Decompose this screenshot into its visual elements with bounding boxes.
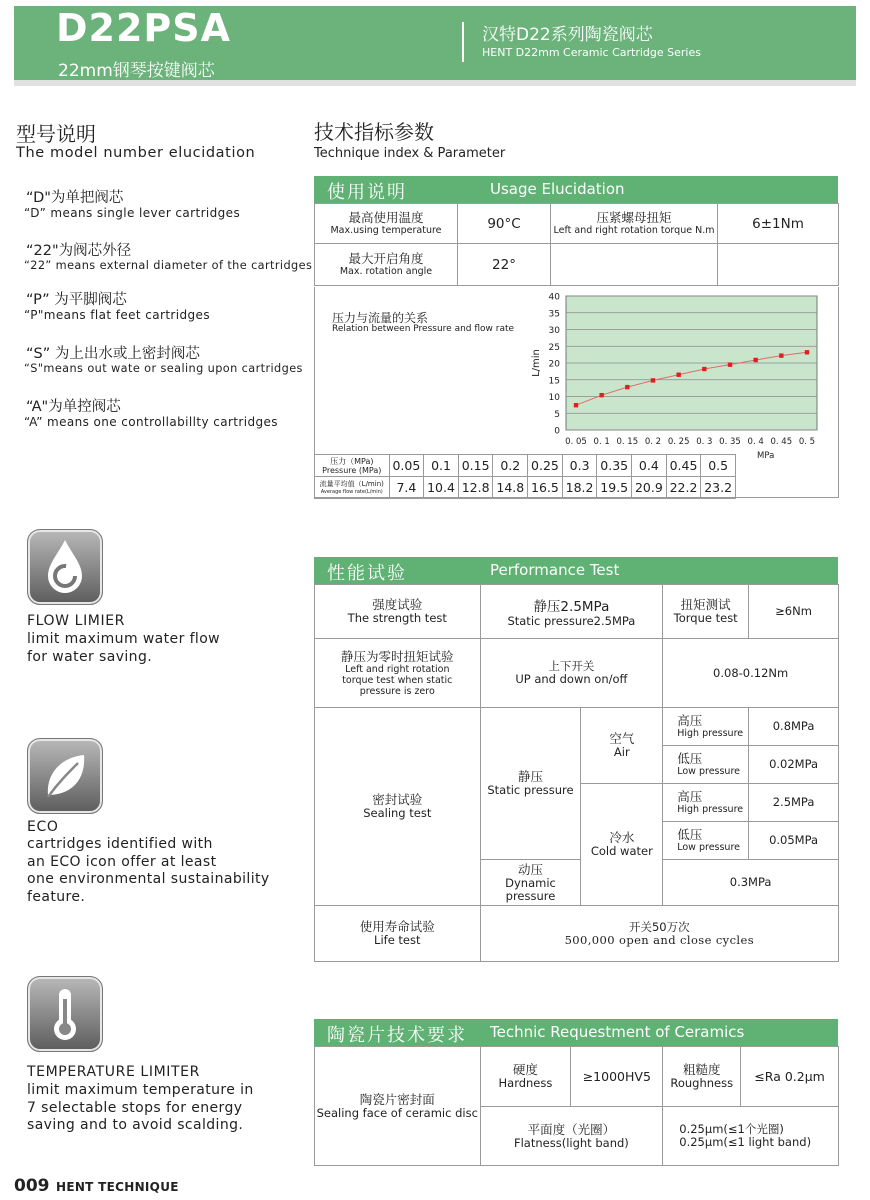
y-tick-label: 20: [548, 359, 560, 370]
angle-value: 22°: [458, 244, 551, 286]
data-point: [651, 378, 655, 382]
ceramics-bar-en: Technic Requestment of Ceramics: [490, 1023, 745, 1041]
x-tick-label: 0. 4: [747, 437, 764, 447]
model-item-en: “P"means flat feet cartridges: [24, 308, 210, 322]
high-pressure-label: 高压 High pressure: [663, 708, 749, 746]
water-label: 冷水 Cold water: [581, 784, 663, 906]
x-tick-label: 0. 15: [616, 437, 639, 447]
model-item-en: “S"means out wate or sealing upon cartridges: [24, 362, 303, 375]
pressure-cell: 0.3: [562, 455, 597, 477]
model-title: D22PSA: [56, 6, 232, 50]
torque-label: 压紧螺母扭矩 Left and right rotation torque N.m: [551, 204, 718, 244]
angle-label: 最大开启角度 Max. rotation angle: [315, 244, 458, 286]
feature-desc-line: cartridges identified with: [27, 836, 213, 852]
x-tick-label: 0. 3: [696, 437, 713, 447]
zero-pressure-label: 静压为零时扭矩试验 Left and right rotation torque test when static pressure is zero: [315, 639, 481, 708]
model-item-cn: “A"为单控阀芯: [26, 399, 121, 415]
y-tick-label: 30: [548, 326, 560, 336]
flow-cell: 12.8: [458, 477, 493, 499]
y-tick-label: 0: [554, 426, 560, 437]
air-label: 空气 Air: [581, 708, 663, 784]
x-tick-label: 0. 25: [667, 437, 690, 447]
model-subtitle: 22mm钢琴按键阀芯: [58, 61, 215, 81]
feature-desc-line: for water saving.: [27, 648, 153, 665]
flow-cell: 7.4: [389, 477, 424, 499]
low-pressure-label: 低压 Low pressure: [663, 746, 749, 784]
feature-title: FLOW LIMIER: [27, 613, 125, 629]
flow-cell: 20.9: [632, 477, 667, 499]
pressure-cell: 0.05: [389, 455, 424, 477]
x-axis-label: MPa: [757, 451, 775, 461]
y-tick-label: 15: [548, 376, 560, 387]
data-point: [625, 385, 629, 389]
dynamic-pressure-label: 动压 Dynamic pressure: [480, 860, 581, 906]
usage-bar-cn: 使用说明: [327, 182, 407, 203]
series-title-cn: 汉特D22系列陶瓷阀芯: [482, 25, 653, 45]
model-section-title-cn: 型号说明: [16, 122, 96, 146]
leaf-icon: [27, 738, 103, 814]
feature-desc-line: feature.: [27, 888, 86, 905]
pressure-cell: 0.5: [701, 455, 736, 477]
y-tick-label: 5: [554, 409, 560, 420]
feature-desc: [27, 836, 270, 906]
tech-title-en: Technique index & Parameter: [314, 146, 506, 161]
torque-test-value: ≥6Nm: [749, 585, 839, 639]
pressure-flow-chart: [520, 288, 838, 466]
tech-title-cn: 技术指标参数: [314, 120, 434, 144]
pressure-row-label: 压力（MPa) Pressure (MPa): [315, 455, 390, 477]
pressure-cell: 0.25: [528, 455, 563, 477]
feature-title: TEMPERATURE LIMITER: [27, 1064, 200, 1080]
model-item-cn: “22"为阀芯外径: [26, 243, 132, 259]
data-point: [753, 358, 757, 362]
model-item-en: “D” means single lever cartridges: [24, 206, 241, 220]
flow-row-label: 流量平均值（L/min) Average flow rate(L/min): [315, 477, 390, 499]
usage-bar-en: Usage Elucidation: [490, 180, 625, 198]
x-tick-label: 0. 05: [565, 437, 587, 447]
static-p-label: 静压 Static pressure: [480, 708, 581, 860]
pressure-cell: 0.15: [458, 455, 493, 477]
data-point: [574, 403, 578, 407]
roughness-label: 粗糙度 Roughness: [663, 1047, 741, 1107]
feature-desc: [27, 1082, 254, 1135]
thermometer-icon: [27, 976, 103, 1052]
data-point: [728, 362, 732, 366]
flow-cell: 16.5: [528, 477, 563, 499]
low-pressure-label: 低压 Low pressure: [663, 822, 749, 860]
x-tick-label: 0. 1: [593, 437, 610, 447]
empty-cell: [551, 244, 718, 286]
usage-table: [314, 203, 839, 286]
max-temp-value: 90°C: [458, 204, 551, 244]
model-item-cn: “S” 为上出水或上密封阀芯: [26, 346, 200, 362]
sealing-face-label: 陶瓷片密封面 Sealing face of ceramic disc: [315, 1047, 481, 1166]
max-temp-label: 最高使用温度 Max.using temperature: [315, 204, 458, 244]
updown-value: 0.08-0.12Nm: [663, 639, 839, 708]
air-low-value: 0.02MPa: [749, 746, 839, 784]
pressure-flow-table: [314, 454, 736, 499]
feature-desc-line: saving and to avoid scalding.: [27, 1117, 244, 1133]
flow-cell: 14.8: [493, 477, 528, 499]
model-item-en: “A” means one controllabillty cartridges: [24, 415, 278, 429]
flatness-label: 平面度（光圈） Flatness(light band): [480, 1107, 663, 1166]
model-item-cn: “D"为单把阀芯: [26, 190, 124, 206]
flow-cell: 10.4: [424, 477, 459, 499]
water-high-value: 2.5MPa: [749, 784, 839, 822]
series-title-en: HENT D22mm Ceramic Cartridge Series: [482, 46, 701, 59]
ceramics-table: [314, 1046, 839, 1166]
data-point: [805, 350, 809, 354]
feature-desc-line: limit maximum temperature in: [27, 1082, 254, 1098]
chart-title-cn: 压力与流量的关系: [332, 311, 429, 325]
y-tick-label: 35: [548, 309, 560, 320]
feature-desc-line: one environmental sustainability: [27, 871, 270, 887]
pressure-cell: 0.1: [424, 455, 459, 477]
roughness-value: ≤Ra 0.2μm: [741, 1047, 839, 1107]
x-tick-label: 0. 5: [798, 437, 816, 447]
torque-value: 6±1Nm: [718, 204, 839, 244]
y-tick-label: 10: [548, 393, 560, 403]
footer-brand: HENT TECHNIQUE: [56, 1180, 179, 1194]
flatness-value: 0.25μm(≤1个光圈) 0.25μm(≤1 light band): [663, 1107, 839, 1166]
usage-bar: [314, 176, 838, 203]
life-test-value: 开关50万次 500,000 open and close cycles: [480, 906, 838, 962]
ceramics-bar: [314, 1019, 838, 1046]
strength-test-label: 强度试验 The strength test: [315, 585, 481, 639]
pressure-cell: 0.4: [632, 455, 667, 477]
feature-desc: [27, 631, 220, 666]
x-tick-label: 0. 35: [719, 437, 741, 447]
data-point: [702, 367, 706, 371]
flow-cell: 23.2: [701, 477, 736, 499]
header-divider: [462, 22, 464, 62]
hardness-value: ≥1000HV5: [571, 1047, 663, 1107]
performance-bar-cn: 性能试验: [327, 563, 407, 584]
high-pressure-label: 高压 High pressure: [663, 784, 749, 822]
sealing-test-label: 密封试验 Sealing test: [315, 708, 481, 906]
flow-cell: 19.5: [597, 477, 632, 499]
torque-test-label: 扭矩测试 Torque test: [663, 585, 749, 639]
model-section-title-en: The model number elucidation: [16, 145, 256, 161]
feature-title: ECO: [27, 819, 59, 835]
performance-bar: [314, 557, 838, 584]
y-axis-label: L/min: [531, 349, 542, 377]
chart-title-en: Relation between Pressure and flow rate: [332, 324, 515, 334]
performance-bar-en: Performance Test: [490, 561, 620, 579]
life-test-label: 使用寿命试验 Life test: [315, 906, 481, 962]
feature-desc-line: an ECO icon offer at least: [27, 853, 217, 870]
empty-cell: [718, 244, 839, 286]
hardness-label: 硬度 Hardness: [480, 1047, 571, 1107]
ceramics-bar-cn: 陶瓷片技术要求: [327, 1025, 467, 1046]
pressure-cell: 0.35: [597, 455, 632, 477]
static-pressure-cell: 静压2.5MPa Static pressure2.5MPa: [480, 585, 663, 639]
flow-cell: 18.2: [562, 477, 597, 499]
feature-desc-line: 7 selectable stops for energy: [27, 1099, 243, 1116]
page-number: 009: [14, 1176, 50, 1196]
dynamic-pressure-value: 0.3MPa: [663, 860, 839, 906]
model-item-en: “22” means external diameter of the cartridges: [24, 259, 313, 272]
water-low-value: 0.05MPa: [749, 822, 839, 860]
y-tick-label: 40: [548, 292, 560, 303]
water-drop-icon: [27, 529, 103, 605]
air-high-value: 0.8MPa: [749, 708, 839, 746]
updown-cell: 上下开关 UP and down on/off: [480, 639, 663, 708]
data-point: [676, 373, 680, 377]
y-tick-label: 25: [548, 342, 560, 353]
flow-cell: 22.2: [666, 477, 701, 499]
model-item-cn: “P” 为平脚阀芯: [26, 292, 127, 308]
x-tick-label: 0. 2: [644, 437, 662, 447]
data-point: [599, 393, 603, 397]
pressure-cell: 0.2: [493, 455, 528, 477]
x-tick-label: 0. 45: [770, 437, 793, 447]
pressure-cell: 0.45: [666, 455, 701, 477]
performance-table: [314, 584, 839, 962]
data-point: [779, 353, 783, 357]
feature-desc-line: limit maximum water flow: [27, 631, 221, 647]
